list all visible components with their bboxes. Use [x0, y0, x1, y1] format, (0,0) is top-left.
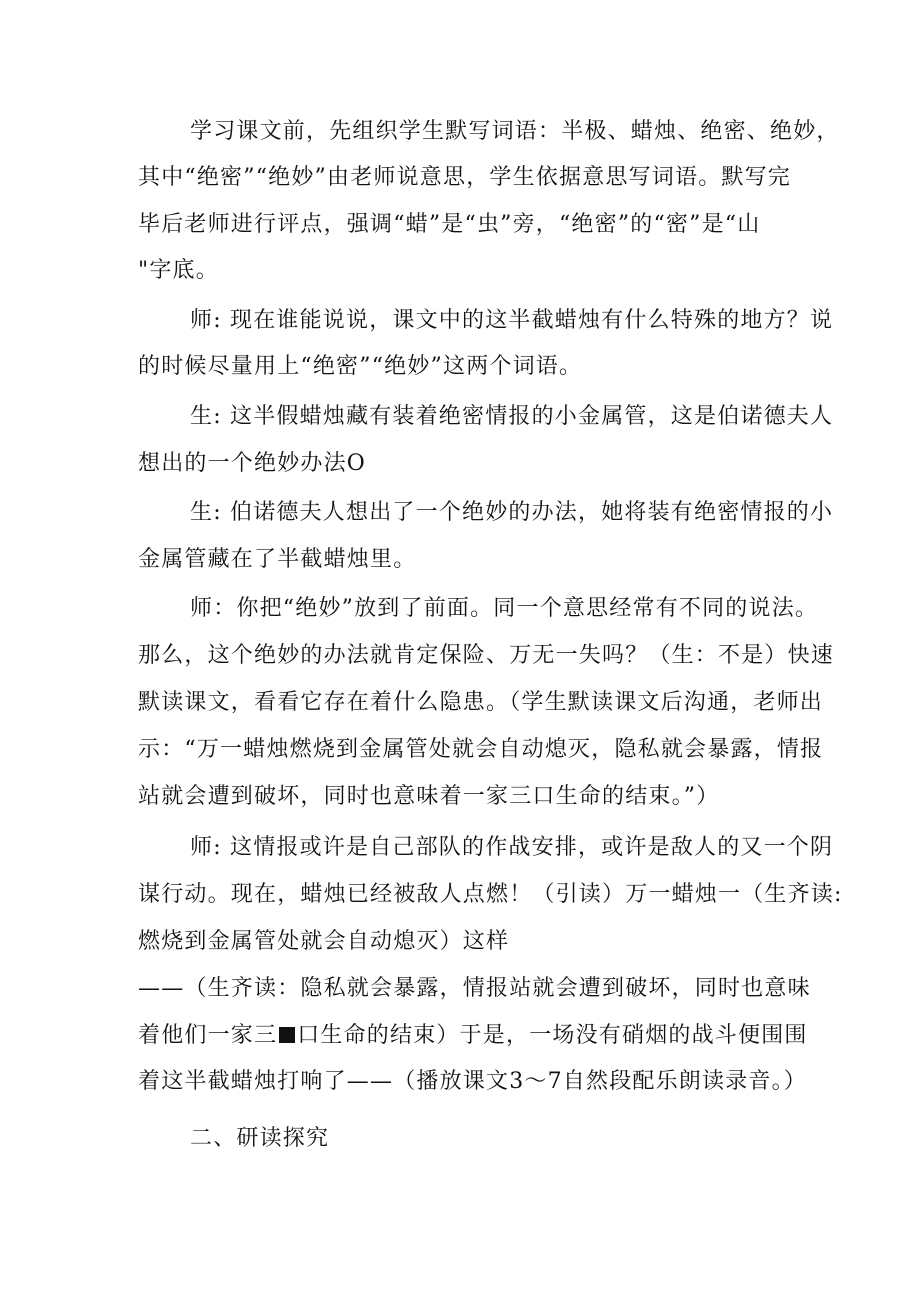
paragraph-3-line-1: 生: 这半假蜡烛藏有装着绝密情报的小金属管，这是伯诺德夫人: [190, 404, 834, 429]
paragraph-1-line-2: 其中“绝密”“绝妙”由老师说意思，学生依据意思写词语。默写完: [138, 165, 791, 190]
black-square-glyph: [279, 1027, 295, 1043]
paragraph-5-line-1: 师：你把“绝妙”放到了前面。同一个意思经常有不同的说法。: [190, 596, 819, 621]
paragraph-6-line-6: 着这半截蜡烛打响了——（播放课文3〜7自然段配乐朗读录音。）: [138, 1069, 807, 1094]
paragraph-6-line-2: 谋行动。现在，蜡烛已经被敌人点燃！（引读）万一蜡烛一（生齐读:: [138, 882, 843, 907]
paragraph-5-line-3: 默读课文，看看它存在着什么隐患。（学生默读课文后沟通，老师出: [138, 690, 824, 715]
paragraph-1-line-1: 学习课文前，先组织学生默写词语：半极、蜡烛、绝密、绝妙，: [190, 119, 840, 144]
paragraph-6-line-5: [138, 1021, 808, 1051]
paragraph-2-line-2: 的时候尽量用上“绝密”“绝妙”这两个词语。: [138, 354, 583, 379]
paragraph-6-line-4: ——（生齐读：隐私就会暴露，情报站就会遭到破坏，同时也意味: [138, 976, 811, 1001]
paragraph-5-line-2: 那么，这个绝妙的办法就肯定保险、万无一失吗？（生：不是）快速: [138, 643, 835, 668]
paragraph-1-line-4: "字底。: [138, 258, 219, 283]
paragraph-4-line-2: 金属管藏在了半截蜡烛里。: [138, 547, 417, 572]
line-text-after-square: 口生命的结束）于是，一场没有硝烟的战斗便围围: [297, 1023, 808, 1048]
paragraph-6-line-3: 燃烧到金属管处就会自动熄灭）这样: [138, 929, 510, 954]
line-text-before-square: 着他们一家三: [138, 1023, 278, 1048]
paragraph-2-line-1: 师: 现在谁能说说，课文中的这半截蜡烛有什么特殊的地方？说: [190, 308, 834, 333]
paragraph-5-line-4: 示：“万一蜡烛燃烧到金属管处就会自动熄灭，隐私就会暴露，情报: [138, 737, 824, 762]
paragraph-1-line-3: 毕后老师进行评点，强调“蜡”是“虫”旁，“绝密”的“密”是“山: [138, 212, 761, 237]
paragraph-3-line-2: 想出的一个绝妙办法O: [138, 451, 367, 476]
paragraph-5-line-5: 站就会遭到破坏，同时也意味着一家三口生命的结束。”）: [138, 784, 720, 809]
section-heading: 二、研读探究: [190, 1126, 330, 1151]
paragraph-6-line-1: 师: 这情报或许是自己部队的作战安排，或许是敌人的又一个阴: [190, 835, 834, 860]
paragraph-4-line-1: 生: 伯诺德夫人想出了一个绝妙的办法，她将装有绝密情报的小: [190, 500, 834, 525]
